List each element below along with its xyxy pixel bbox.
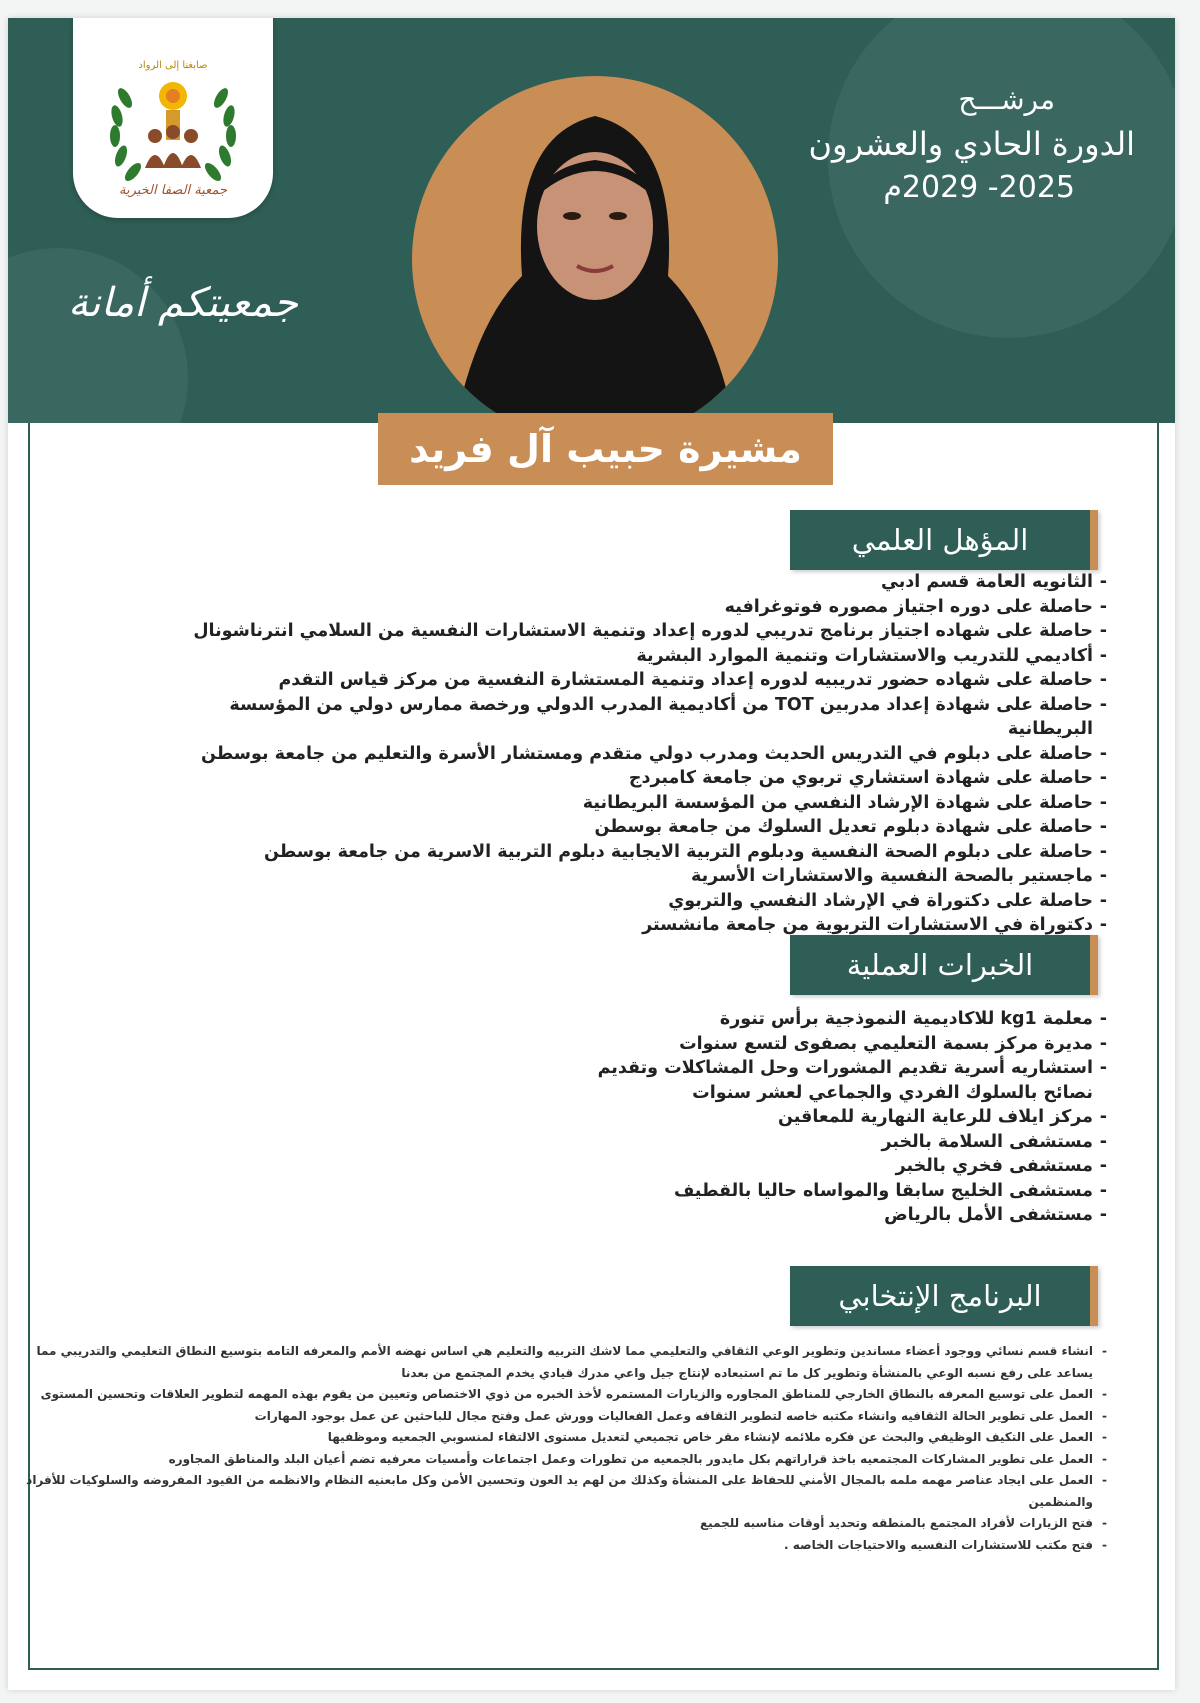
list-item: - حاصلة على شهادة استشاري تربوي من جامعة كامبردج [147,766,1107,791]
list-item: - مديرة مركز بسمة التعليمي بصفوى لتسع سنوات [587,1032,1107,1057]
decorative-circle [8,248,188,423]
candidate-flyer [8,18,1175,1690]
qualifications-list [147,570,1107,938]
list-item: - العمل على توسيع المعرفه بالنطاق الخارجي للمناطق المجاوره والزيارات المستمره لأخذ الخبره من ذوي الاختصاص وتعيين من يقوم بهذه المهمه لتطوير العلاقات وتحسين المستوى [8,1384,1107,1406]
candidate-portrait-icon [412,76,778,423]
list-item: - حاصلة على دكتوراة في الإرشاد النفسي والتربوي [147,889,1107,914]
candidate-name: مشيرة حبيب آل فريد [378,413,833,485]
list-item: - العمل على تطوير المشاركات المجتمعيه باخذ قراراتهم بكل مايدور بالجمعيه من تطورات وعمل اجتماعات وأمسيات معرفيه تضم أعيان البلد والمناطق المجاوره [8,1449,1107,1471]
list-item: - حاصلة على شهادة دبلوم تعديل السلوك من جامعة بوسطن [147,815,1107,840]
list-item: - دكتوراة في الاستشارات التربوية من جامعة مانشستر [147,913,1107,938]
slogan: جمعيتكم أمانة [67,280,299,326]
list-item: - مركز ايلاف للرعاية النهارية للمعاقين [587,1105,1107,1130]
list-item: - حاصلة على دوره اجتياز مصوره فوتوغرافيه [147,595,1107,620]
list-item: - فتح مكتب للاستشارات النفسيه والاحتياجات الخاصه . [8,1535,1107,1557]
experience-title: الخبرات العملية [790,935,1098,995]
list-item: - حاصلة على شهادة الإرشاد النفسي من المؤسسة البريطانية [147,791,1107,816]
list-item: - حاصلة على شهاده اجتياز برنامج تدريبي لدوره إعداد وتنمية الاستشارات النفسية من السلامي انترناشونال [147,619,1107,644]
list-item: - استشاريه أسرية تقديم المشورات وحل المشاكلات وتقديم نصائح بالسلوك الفردي والجماعي لعشر سنوات [587,1056,1107,1105]
list-item: - أكاديمي للتدريب والاستشارات وتنمية الموارد البشرية [147,644,1107,669]
list-item: - الثانويه العامة قسم ادبي [147,570,1107,595]
candidate-label: مرشـــح [958,83,1055,116]
logo-top-text: صابغنا إلى الرواد [138,60,208,71]
list-item: - مستشفى السلامة بالخبر [587,1130,1107,1155]
logo-bottom-text: جمعية الصفا الخيرية [118,183,227,198]
list-item: - مستشفى الأمل بالرياض [587,1203,1107,1228]
list-item: - فتح الزيارات لأفراد المجتمع بالمنطقه وتحديد أوقات مناسبه للجميع [8,1513,1107,1535]
list-item: - مستشفى الخليج سابقا والمواساه حاليا بالقطيف [587,1179,1107,1204]
program-title: البرنامج الإنتخابي [790,1266,1098,1326]
list-item: - العمل على ايجاد عناصر مهمه ملمه بالمجال الأمني للحفاظ على المنشأة وكذلك من لهم يد العون وتحسين الأمن وكل مابعنيه النظام والانظمه من القيود المفروضه والسلوكيات للأفراد والمنظمين [8,1470,1107,1513]
program-list [8,1341,1107,1556]
list-item: - مستشفى فخري بالخبر [587,1154,1107,1179]
header-banner [8,18,1175,423]
list-item: - انشاء قسم نسائي ووجود أعضاء مساندين وتطوير الوعي الثقافي والتعليمي مما لاشك التربيه والتعليم هي اساس نهضه الأمم والمعرفه التامه بتوسيع النطاق التعليمي والتدريبي مما يساعد على رفع نسبه الوعي بالمنشأة وتطوير كل ما تم استبعاده لإنتاج جيل واعي مدرك قيادي يخدم المجتمع من بعدنا [8,1341,1107,1384]
organization-logo [73,18,273,218]
experience-list [587,1007,1107,1228]
candidate-term-info [809,78,1135,210]
list-item: - حاصلة على دبلوم في التدريس الحديث ومدرب دولي متقدم ومستشار الأسرة والتعليم من جامعة بوسطن [147,742,1107,767]
list-item: - حاصلة على شهادة إعداد مدربين TOT من أكاديمية المدرب الدولي ورخصة ممارس دولي من المؤسسة البريطانية [147,693,1107,742]
candidate-photo [412,76,778,423]
list-item: - العمل على التكيف الوظيفي والبحث عن فكره ملائمه لإنشاء مقر خاص تجميعي لتعديل مستوى الالتقاء لمنسوبي الجمعيه وموظفيها [8,1427,1107,1449]
term-years: 2025- 2029م [883,170,1075,205]
list-item: - حاصلة على شهاده حضور تدريبيه لدوره إعداد وتنمية المستشارة النفسية من مركز قياس التقدم [147,668,1107,693]
term-label: الدورة الحادي والعشرون [808,125,1135,163]
list-item: - العمل على تطوير الحالة الثقافيه وانشاء مكتبه خاصه لتطوير الثقافه وعمل الفعاليات وورش عمل وفتح مجال للباحثين عن عمل بوجود المهارات [8,1406,1107,1428]
list-item: - ماجستير بالصحة النفسية والاستشارات الأسرية [147,864,1107,889]
list-item: - حاصلة على دبلوم الصحة النفسية ودبلوم التربية الايجابية دبلوم التربية الاسرية من جامعة بوسطن [147,840,1107,865]
qualifications-title: المؤهل العلمي [790,510,1098,570]
list-item: - معلمة kg1 للاكاديمية النموذجية برأس تنورة [587,1007,1107,1032]
